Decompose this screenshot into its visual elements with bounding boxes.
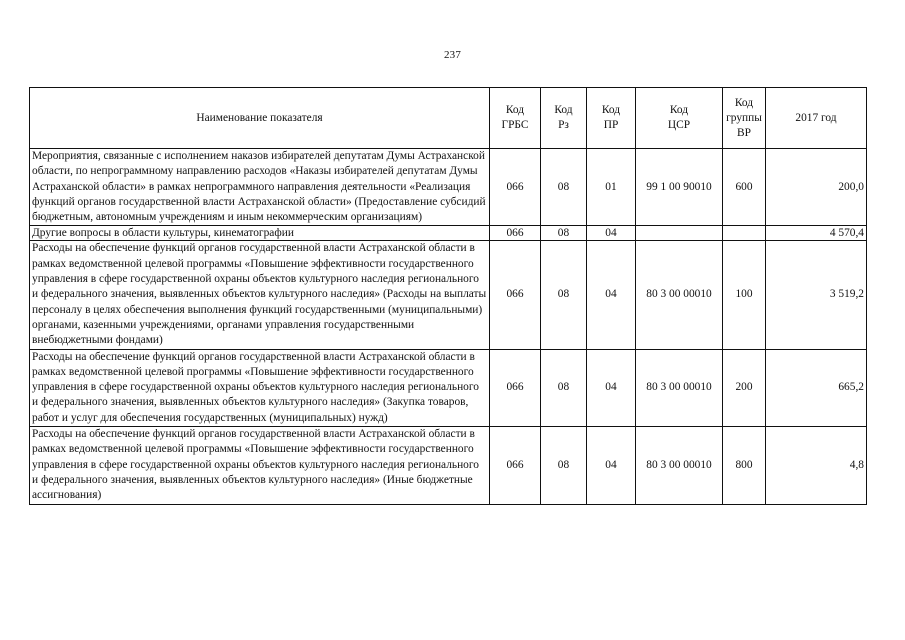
header-pr-line2: ПР	[603, 119, 619, 131]
header-csr	[636, 88, 723, 149]
row-name: Расходы на обеспечение функций органов государственной власти Астраханской области в рамках ведомственной целевой программы «Повышение эффективности государственного управления в сфере государственной охраны объектов культурного наследия регионального и федерального значения, выявленных объектов культурного наследия» (Расходы на выплаты персоналу в целях обеспечения выполнения функций государственными (муниципальными) органами, казенными учреждениями, органами управления государственными внебюджетными фондами)	[30, 241, 490, 349]
header-vr	[723, 88, 766, 149]
row-amount: 4,8	[766, 427, 867, 504]
row-rz: 08	[541, 427, 587, 504]
row-csr: 80 3 00 00010	[636, 349, 723, 426]
header-vr-line3: ВР	[737, 126, 751, 139]
row-pr: 04	[587, 241, 636, 349]
header-name: Наименование показателя	[30, 88, 490, 149]
row-grbs: 066	[490, 226, 541, 241]
row-rz: 08	[541, 149, 587, 226]
page-number: 237	[443, 49, 462, 61]
row-grbs: 066	[490, 349, 541, 426]
row-pr: 04	[587, 226, 636, 241]
table-row	[30, 226, 867, 241]
table-row	[30, 241, 867, 349]
row-rz: 08	[541, 349, 587, 426]
header-rz-line2: Рз	[558, 119, 569, 131]
header-grbs-line2: ГРБС	[501, 119, 529, 131]
table-row	[30, 149, 867, 226]
budget-table	[29, 87, 867, 505]
row-grbs: 066	[490, 241, 541, 349]
row-grbs: 066	[490, 427, 541, 504]
header-vr-line1: Код	[734, 96, 754, 109]
table-row	[30, 427, 867, 504]
row-amount: 665,2	[766, 349, 867, 426]
table-row	[30, 349, 867, 426]
header-row	[30, 88, 867, 149]
header-csr-line1: Код	[669, 104, 689, 116]
row-vr: 600	[723, 149, 766, 226]
header-csr-line2: ЦСР	[667, 119, 691, 131]
header-grbs	[490, 88, 541, 149]
row-amount: 4 570,4	[766, 226, 867, 241]
row-grbs: 066	[490, 149, 541, 226]
row-vr: 200	[723, 349, 766, 426]
row-name: Мероприятия, связанные с исполнением наказов избирателей депутатам Думы Астраханской области, по непрограммному направлению расходов «Наказы избирателей депутатам Думы Астраханской области» в рамках непрограммного направления деятельности «Реализация функций органов государственной власти Астраханской области» (Предоставление субсидий бюджетным, автономным учреждениям и иным некоммерческим организациям)	[30, 149, 490, 226]
row-name: Расходы на обеспечение функций органов государственной власти Астраханской области в рамках ведомственной целевой программы «Повышение эффективности государственного управления в сфере государственной охраны объектов культурного наследия регионального и федерального значения, выявленных объектов культурного наследия» (Иные бюджетные ассигнования)	[30, 427, 490, 504]
header-vr-line2: группы	[726, 111, 762, 124]
header-grbs-line1: Код	[505, 104, 525, 116]
row-vr: 800	[723, 427, 766, 504]
row-csr	[636, 226, 723, 241]
row-amount: 200,0	[766, 149, 867, 226]
row-rz: 08	[541, 241, 587, 349]
row-pr: 04	[587, 427, 636, 504]
row-vr	[723, 226, 766, 241]
header-pr-line1: Код	[601, 104, 621, 116]
header-year: 2017 год	[766, 88, 867, 149]
row-pr: 01	[587, 149, 636, 226]
header-pr	[587, 88, 636, 149]
header-rz	[541, 88, 587, 149]
row-amount: 3 519,2	[766, 241, 867, 349]
row-name: Другие вопросы в области культуры, кинематографии	[30, 226, 490, 241]
header-rz-line1: Код	[554, 104, 573, 116]
row-csr: 99 1 00 90010	[636, 149, 723, 226]
row-pr: 04	[587, 349, 636, 426]
row-csr: 80 3 00 00010	[636, 241, 723, 349]
row-vr: 100	[723, 241, 766, 349]
row-csr: 80 3 00 00010	[636, 427, 723, 504]
row-name: Расходы на обеспечение функций органов государственной власти Астраханской области в рамках ведомственной целевой программы «Повышение эффективности государственного управления в сфере государственной охраны объектов культурного наследия регионального и федерального значения, выявленных объектов культурного наследия» (Закупка товаров, работ и услуг для обеспечения государственных (муниципальных) нужд)	[30, 349, 490, 426]
row-rz: 08	[541, 226, 587, 241]
